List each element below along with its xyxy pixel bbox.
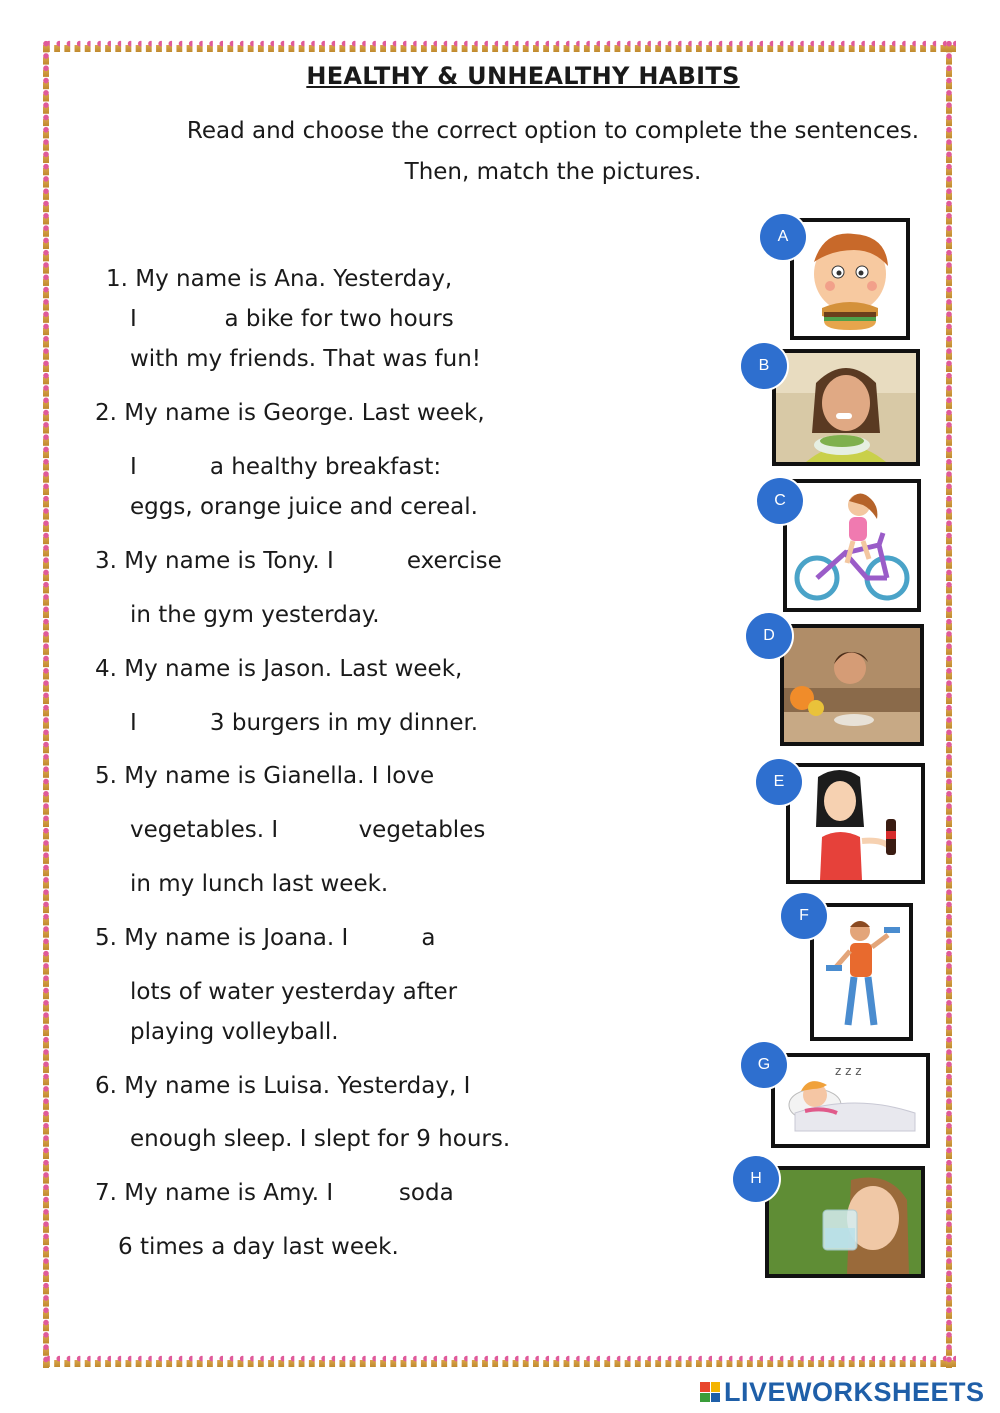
sentence-2-line-1: 2. My name is George. Last week, <box>95 400 485 426</box>
sentence-3-line-2: in the gym yesterday. <box>130 602 380 628</box>
decorative-border-left <box>41 40 51 1368</box>
sentence-5-line-1: 5. My name is Gianella. I love <box>95 763 435 789</box>
instruction-line-1: Read and choose the correct option to complete the sentences. <box>186 118 920 144</box>
boy-eating-burger-icon <box>794 222 906 336</box>
sentence-7-line-2: enough sleep. I slept for 9 hours. <box>130 1126 511 1152</box>
sentence-6-line-2: lots of water yesterday after <box>130 979 458 1005</box>
sentence-6-line-3: playing volleyball. <box>130 1019 339 1045</box>
girl-sleeping-icon <box>775 1057 926 1144</box>
letter-badge-b: B <box>741 343 787 389</box>
sentence-5-line-2: vegetables. I vegetables <box>130 817 486 843</box>
sentence-8-line-2: 6 times a day last week. <box>118 1234 399 1260</box>
svg-text:z z z: z z z <box>835 1064 862 1078</box>
worksheet-title: HEALTHY & UNHEALTHY HABITS <box>306 62 740 90</box>
letter-badge-a: A <box>760 214 806 260</box>
girl-riding-bike-icon <box>787 483 917 608</box>
letter-badge-g: G <box>741 1042 787 1088</box>
sentence-2-line-2: I a healthy breakfast: <box>130 454 442 480</box>
picture-a[interactable] <box>790 218 910 340</box>
sentence-7-line-1: 6. My name is Luisa. Yesterday, I <box>95 1073 471 1099</box>
sentence-1-line-2: I a bike for two hours <box>130 306 454 332</box>
sentence-2-line-3: eggs, orange juice and cereal. <box>130 494 478 520</box>
sentence-4-line-2: I 3 burgers in my dinner. <box>130 710 479 736</box>
picture-c[interactable] <box>783 479 921 612</box>
instruction-line-2: Then, match the pictures. <box>404 159 702 185</box>
woman-eating-salad-icon <box>776 353 916 462</box>
picture-g[interactable] <box>771 1053 930 1148</box>
letter-badge-c: C <box>757 478 803 524</box>
decorative-border-bottom <box>44 1355 956 1367</box>
picture-e[interactable] <box>786 763 925 884</box>
picture-b[interactable] <box>772 349 920 466</box>
letter-badge-h: H <box>733 1156 779 1202</box>
sentence-3-line-1: 3. My name is Tony. I exercise <box>95 548 502 574</box>
letter-badge-f: F <box>781 893 827 939</box>
man-lifting-weights-icon <box>814 907 909 1037</box>
letter-badge-e: E <box>756 759 802 805</box>
letter-badge-d: D <box>746 613 792 659</box>
sentence-1-line-3: with my friends. That was fun! <box>130 346 482 372</box>
sentence-8-line-1: 7. My name is Amy. I soda <box>95 1180 454 1206</box>
picture-d[interactable] <box>780 624 924 746</box>
sentence-5-line-3: in my lunch last week. <box>130 871 389 897</box>
logo-text: LIVEWORKSHEETS <box>724 1376 985 1407</box>
decorative-border-right <box>944 40 954 1368</box>
girl-with-soda-icon <box>790 767 921 880</box>
boy-eating-breakfast-icon <box>784 628 920 742</box>
sentence-6-line-1: 5. My name is Joana. I a <box>95 925 436 951</box>
logo-mark-icon <box>700 1382 720 1402</box>
girl-drinking-water-icon <box>769 1170 921 1274</box>
liveworksheets-logo[interactable] <box>700 1374 985 1410</box>
decorative-border-top <box>44 40 956 52</box>
sentence-4-line-1: 4. My name is Jason. Last week, <box>95 656 463 682</box>
sentence-1-line-1: 1. My name is Ana. Yesterday, <box>106 266 453 292</box>
picture-h[interactable] <box>765 1166 925 1278</box>
